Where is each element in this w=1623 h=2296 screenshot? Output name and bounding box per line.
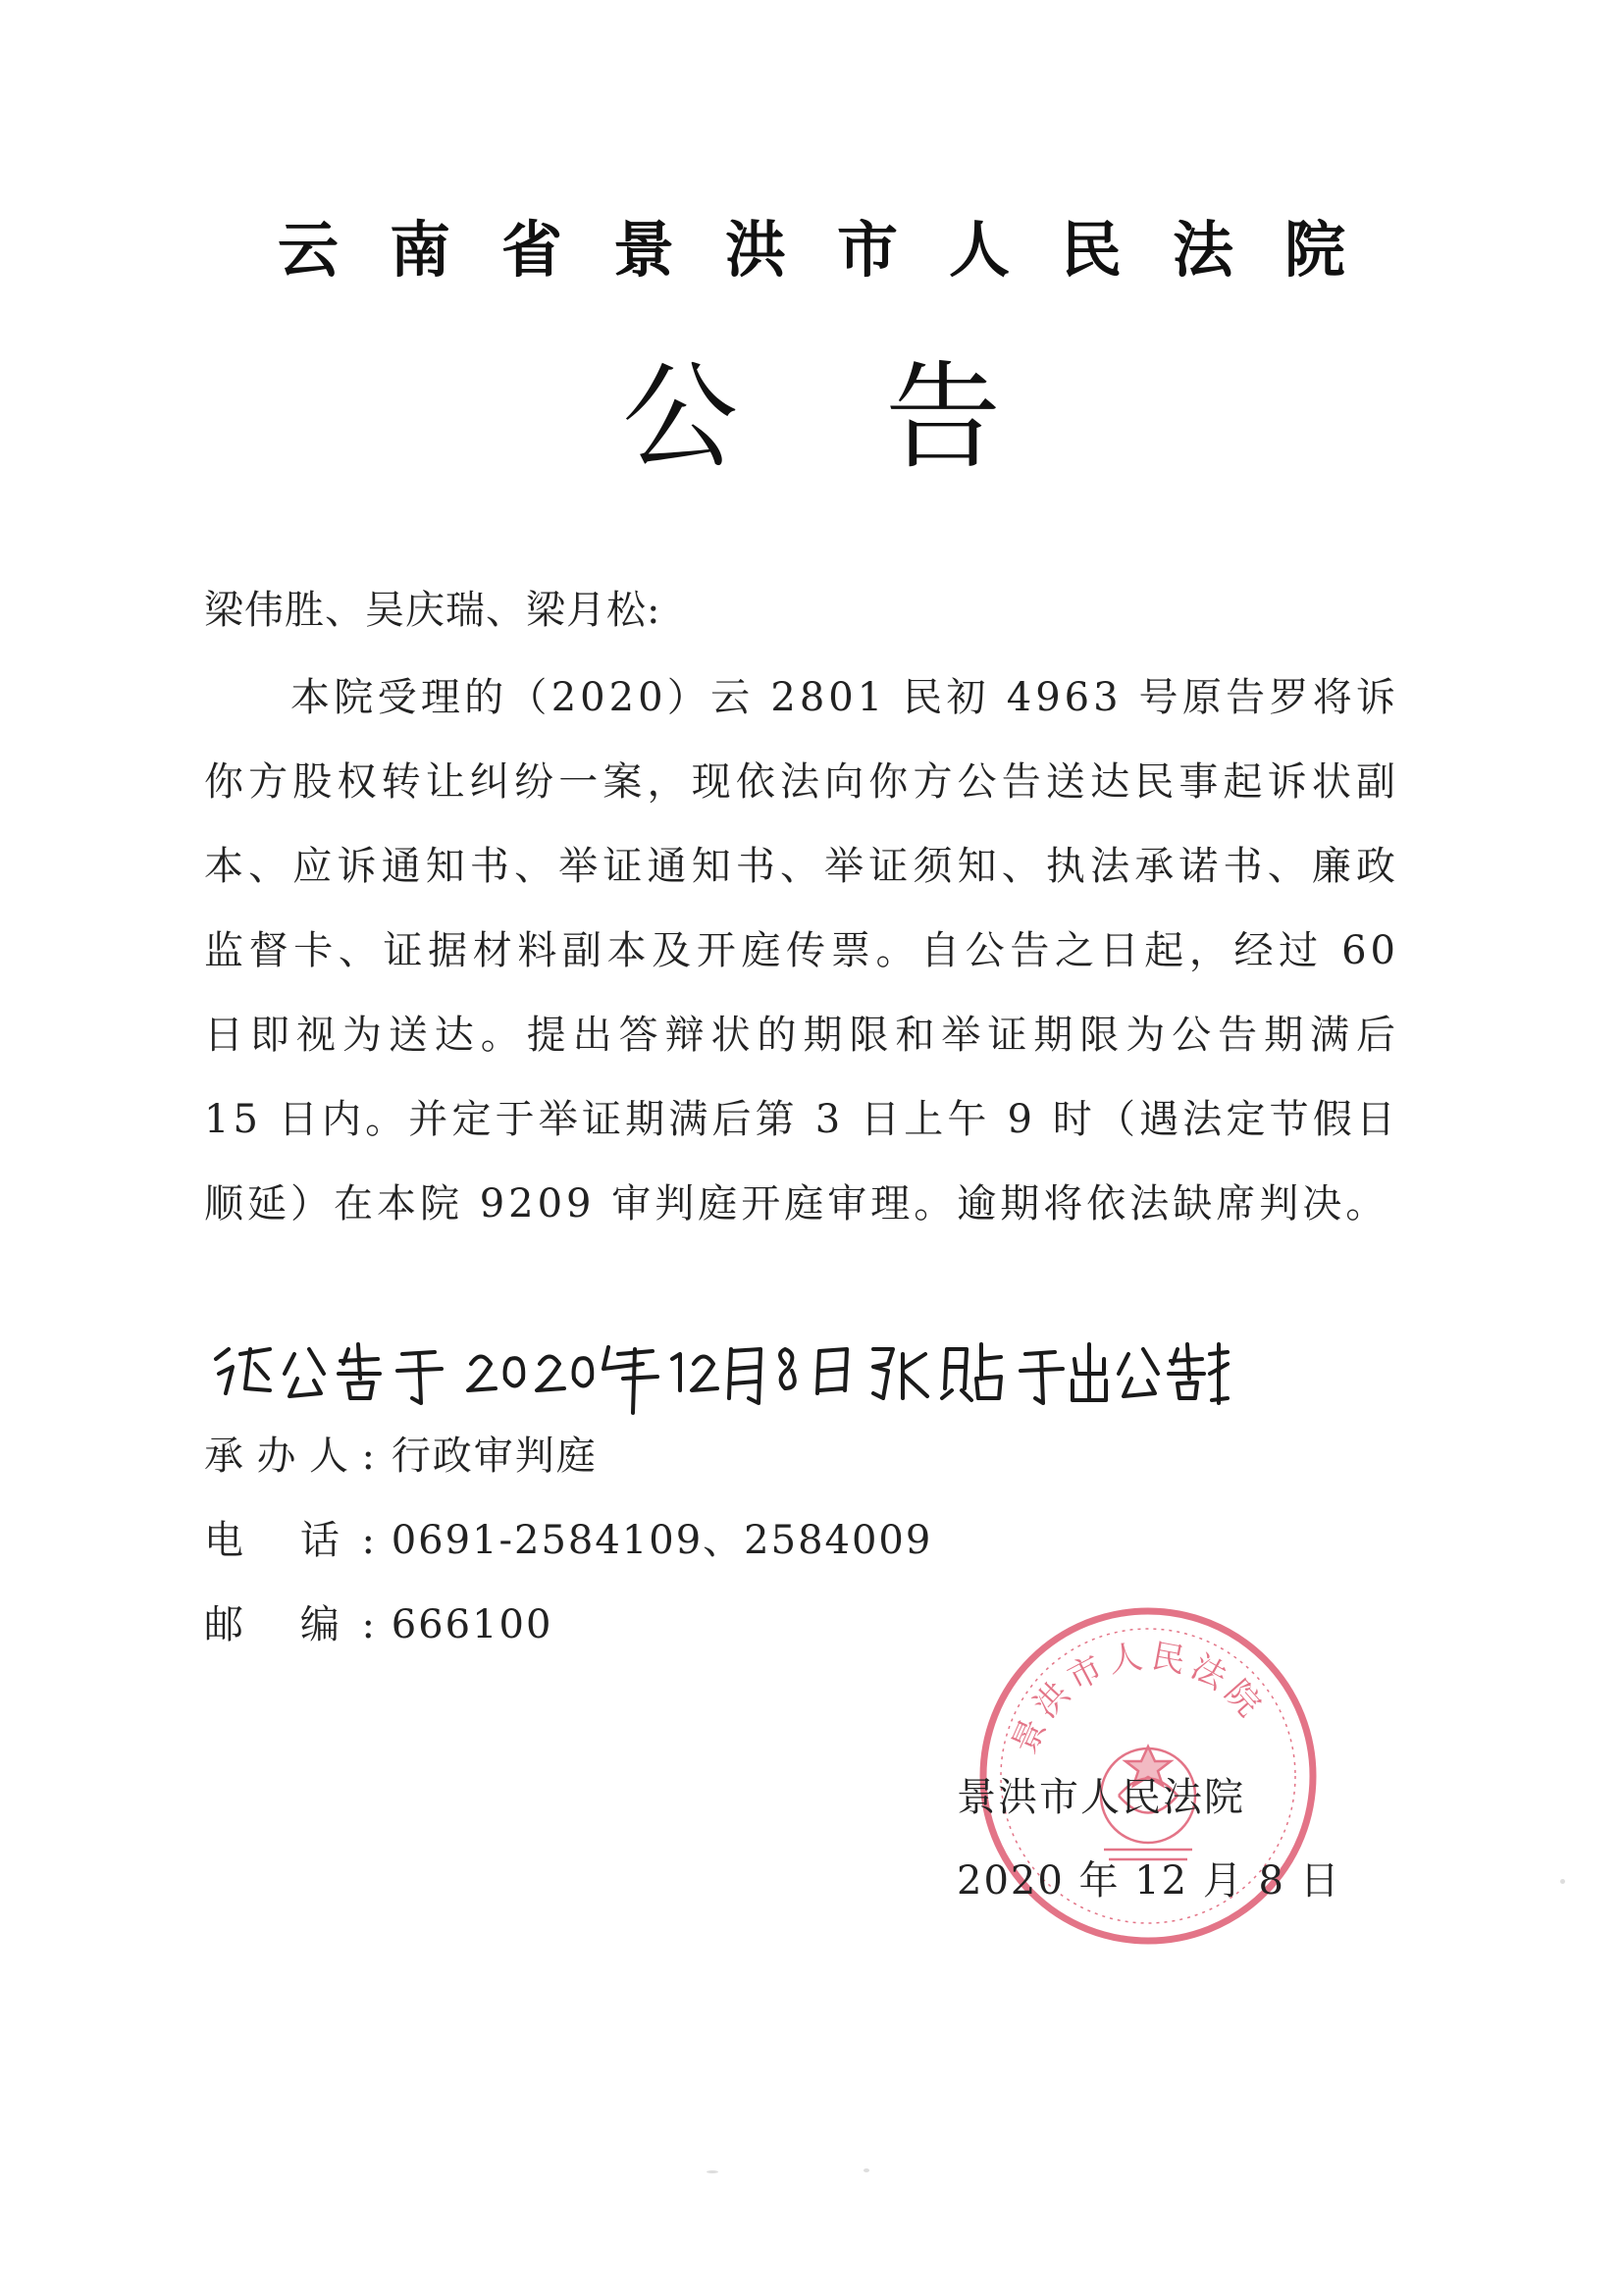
court-name-heading: 云南省景洪市人民法院: [277, 214, 1396, 286]
svg-text:景洪市人民法院: [1005, 1637, 1273, 1760]
seal-text: 景洪市人民法院: [1004, 1636, 1273, 1760]
scan-speck: [707, 2170, 718, 2173]
scan-speck: [1560, 1879, 1565, 1884]
handwriting-scribble: [211, 1320, 1231, 1428]
document-type-heading: 公告: [621, 349, 1148, 485]
notice-body: 本院受理的（2020）云 2801 民初 4963 号原告罗将诉你方股权转让纠纷一案，现依法向你方公告送达民事起诉状副本、应诉通知书、举证通知书、举证须知、执法承诺书、廉政监督卡、证据材料副本及开庭传票。自公告之日起，经过 60 日即视为送达。提出答辩状的期限和举证期限为公告期满后 15 日内。并定于举证期满后第 3 日上午 9 时（遇法定节假日顺延）在本院 9209 审判庭开庭审理。逾期将依法缺席判决。: [204, 675, 1399, 1226]
phone-value: 0691-2584109、2584009: [391, 1518, 933, 1563]
handler-value: 行政审判庭: [391, 1434, 598, 1479]
zip-label: 邮 编:: [204, 1602, 377, 1647]
contact-handler-row: [204, 1425, 598, 1481]
signing-date: 2020 年 12 月 8 日: [957, 1858, 1341, 1904]
addressee-line: 梁伟胜、吴庆瑞、梁月松:: [204, 588, 661, 633]
zip-value: 666100: [391, 1602, 553, 1647]
handler-label: 承办人:: [204, 1434, 377, 1479]
scan-speck: [864, 2168, 869, 2172]
contact-phone-row: [204, 1509, 932, 1565]
contact-zip-row: [204, 1593, 552, 1649]
phone-label: 电 话:: [204, 1518, 377, 1563]
handwritten-posting-note: [211, 1320, 1231, 1428]
signing-court: 景洪市人民法院: [957, 1775, 1245, 1820]
